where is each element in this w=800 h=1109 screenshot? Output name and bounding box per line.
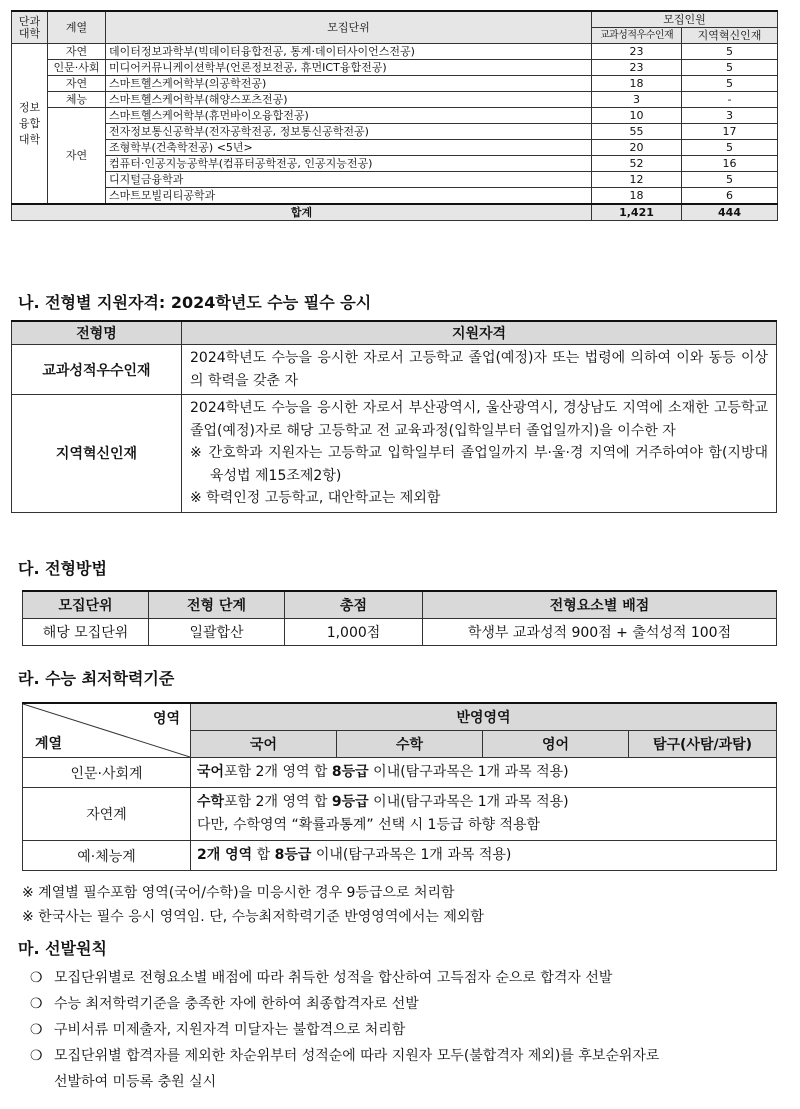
quota-b-cell: 3	[682, 108, 778, 124]
group-science: 자연계	[23, 788, 191, 841]
bullet-icon: ❍	[30, 1022, 43, 1038]
diag-bottom-label: 계열	[35, 736, 63, 752]
header-korean: 국어	[191, 731, 337, 758]
rule-bold: 9등급	[331, 794, 369, 810]
eligibility-regional	[182, 395, 777, 513]
total-b: 444	[682, 204, 778, 221]
rule-arts	[191, 841, 777, 871]
rule-bold: 8등급	[274, 847, 312, 863]
footnote-1: ※ 계열별 필수포함 영역(국어/수학)을 미응시한 경우 9등급으로 처리함	[22, 885, 455, 901]
list-item-continuation: 선발하여 미등록 충원 실시	[54, 1074, 217, 1090]
table-row	[23, 619, 777, 646]
note-nursing: ※ 간호학과 지원자는 고등학교 입학일부터 졸업일까지 부·울·경 지역에 거주하여야 함(지방대육성법 제15조제2항)	[190, 445, 768, 484]
note-exclusion: ※ 학력인정 고등학교, 대안학교는 제외함	[190, 490, 441, 506]
header-math: 수학	[337, 731, 483, 758]
table-row	[12, 108, 778, 124]
section-heading-ra: 라. 수능 최저학력기준	[18, 669, 175, 688]
section-heading-na: 나. 전형별 지원자격: 2024학년도 수능 필수 응시	[18, 293, 372, 312]
method-stage: 일괄합산	[149, 619, 285, 646]
unit-cell: 스마트헬스케어학부(의공학전공)	[106, 76, 592, 92]
total-row	[12, 204, 778, 221]
unit-cell: 스마트헬스케어학부(휴먼바이오융합전공)	[106, 108, 592, 124]
quota-a-cell: 20	[592, 140, 682, 156]
quota-b-cell: 5	[682, 44, 778, 60]
header-field: 계열	[48, 11, 106, 44]
field-cell: 체능	[48, 92, 106, 108]
header-english: 영어	[483, 731, 629, 758]
unit-cell: 조형학부(건축학전공) <5년>	[106, 140, 592, 156]
header-type: 전형명	[12, 321, 182, 345]
table-row	[12, 188, 778, 205]
header-unit: 모집단위	[106, 11, 592, 44]
quota-a-cell: 55	[592, 124, 682, 140]
rule-humanities	[191, 758, 777, 788]
unit-cell: 컴퓨터·인공지능공학부(컴퓨터공학전공, 인공지능전공)	[106, 156, 592, 172]
quota-a-cell: 10	[592, 108, 682, 124]
rule-text: 포함 2개 영역 합	[224, 764, 332, 780]
header-reflect: 반영영역	[191, 703, 777, 731]
table-row	[23, 788, 777, 841]
method-table	[22, 590, 777, 646]
field-cell: 자연	[48, 44, 106, 60]
diagonal-header	[23, 703, 191, 758]
rule-science	[191, 788, 777, 841]
eligibility-regional-text: 2024학년도 수능을 응시한 자로서 부산광역시, 울산광역시, 경상남도 지역에 소재한 고등학교 졸업(예정)자로 해당 고등학교 전 교육과정(입학일부터 졸업일까지)을 이수한 자	[190, 400, 768, 439]
method-unit: 해당 모집단위	[23, 619, 149, 646]
table-row	[23, 758, 777, 788]
list-item-text: 구비서류 미제출자, 지원자격 미달자는 불합격으로 처리함	[54, 1022, 406, 1038]
type-regional: 지역혁신인재	[12, 395, 182, 513]
list-item-text: 모집단위별 합격자를 제외한 차순위부터 성적순에 따라 지원자 모두(불합격자 제외)를 후보순위자로	[54, 1048, 660, 1064]
table-row	[12, 76, 778, 92]
list-item	[30, 966, 612, 990]
rule-science-note: 다만, 수학영역 “확률과통계” 선택 시 1등급 하향 적용함	[197, 817, 541, 833]
quota-b-cell: 5	[682, 140, 778, 156]
field-cell: 자연	[48, 108, 106, 205]
list-item	[30, 1044, 659, 1068]
quota-a-cell: 23	[592, 60, 682, 76]
section-heading-da: 다. 전형방법	[18, 559, 107, 578]
header-unit: 모집단위	[23, 591, 149, 619]
header-total: 총점	[285, 591, 423, 619]
header-allocation: 전형요소별 배점	[423, 591, 777, 619]
group-humanities: 인문·사회계	[23, 758, 191, 788]
table-row	[12, 60, 778, 76]
quota-b-cell: 5	[682, 172, 778, 188]
rule-text: 합	[252, 847, 275, 863]
list-item	[30, 992, 419, 1016]
header-eligibility: 지원자격	[182, 321, 777, 345]
header-inquiry: 탐구(사탐/과탐)	[629, 731, 777, 758]
table-row	[12, 345, 777, 395]
quota-a-cell: 23	[592, 44, 682, 60]
bullet-icon: ❍	[30, 1048, 43, 1064]
table-row	[12, 156, 778, 172]
section-heading-ma: 마. 선발원칙	[18, 939, 107, 958]
unit-cell: 전자정보통신공학부(전자공학전공, 정보통신공학전공)	[106, 124, 592, 140]
quota-b-cell: 5	[682, 60, 778, 76]
rule-bold: 국어	[197, 764, 225, 780]
table-row	[12, 92, 778, 108]
quota-b-cell: 5	[682, 76, 778, 92]
table-row	[12, 124, 778, 140]
table-row	[12, 140, 778, 156]
rule-text: 포함 2개 영역 합	[224, 794, 332, 810]
quota-a-cell: 18	[592, 188, 682, 205]
rule-bold: 8등급	[331, 764, 369, 780]
group-arts: 예·체능계	[23, 841, 191, 871]
bullet-icon: ❍	[30, 996, 43, 1012]
field-cell: 자연	[48, 76, 106, 92]
header-quota-excellent: 교과성적우수인재	[592, 28, 682, 44]
header-stage: 전형 단계	[149, 591, 285, 619]
table-row	[23, 841, 777, 871]
rule-text: 이내(탐구과목은 1개 과목 적용)	[311, 847, 512, 863]
total-label: 합계	[12, 204, 592, 221]
total-a: 1,421	[592, 204, 682, 221]
footnote-2: ※ 한국사는 필수 응시 영역임. 단, 수능최저학력기준 반영영역에서는 제외함	[22, 909, 484, 925]
table-row	[12, 172, 778, 188]
header-quota: 모집인원	[592, 11, 778, 28]
unit-cell: 미디어커뮤니케이션학부(언론정보전공, 휴먼ICT융합전공)	[106, 60, 592, 76]
quota-b-cell: -	[682, 92, 778, 108]
eligibility-table	[11, 320, 777, 513]
list-item-text: 모집단위별로 전형요소별 배점에 따라 취득한 성적을 합산하여 고득점자 순으로 합격자 선발	[54, 970, 613, 986]
table-row	[12, 44, 778, 60]
quota-b-cell: 16	[682, 156, 778, 172]
rule-text: 이내(탐구과목은 1개 과목 적용)	[368, 764, 569, 780]
header-college: 단과 대학	[12, 11, 48, 44]
table-row	[12, 395, 777, 513]
header-quota-regional: 지역혁신인재	[682, 28, 778, 44]
rule-bold: 수학	[197, 794, 225, 810]
field-cell: 인문·사회	[48, 60, 106, 76]
quota-b-cell: 6	[682, 188, 778, 205]
rule-text: 이내(탐구과목은 1개 과목 적용)	[368, 794, 569, 810]
quota-a-cell: 12	[592, 172, 682, 188]
unit-cell: 데이터정보과학부(빅데이터융합전공, 통계·데이터사이언스전공)	[106, 44, 592, 60]
eligibility-excellent: 2024학년도 수능을 응시한 자로서 고등학교 졸업(예정)자 또는 법령에 의하여 이와 동등 이상의 학력을 갖춘 자	[182, 345, 777, 395]
unit-cell: 스마트헬스케어학부(해양스포츠전공)	[106, 92, 592, 108]
list-item-text: 수능 최저학력기준을 충족한 자에 한하여 최종합격자로 선발	[54, 996, 419, 1012]
list-item	[30, 1018, 405, 1042]
rule-bold: 2개 영역	[197, 847, 253, 863]
bullet-icon: ❍	[30, 970, 43, 986]
quota-a-cell: 18	[592, 76, 682, 92]
minimum-standard-table	[22, 702, 777, 871]
diag-top-label: 영역	[152, 711, 180, 727]
method-total: 1,000점	[285, 619, 423, 646]
college-cell: 정보 융합 대학	[12, 44, 48, 205]
quota-a-cell: 52	[592, 156, 682, 172]
quota-b-cell: 17	[682, 124, 778, 140]
quota-table	[11, 10, 778, 221]
unit-cell: 디지털금융학과	[106, 172, 592, 188]
method-allocation: 학생부 교과성적 900점 + 출석성적 100점	[423, 619, 777, 646]
type-excellent: 교과성적우수인재	[12, 345, 182, 395]
unit-cell: 스마트모빌리티공학과	[106, 188, 592, 205]
quota-a-cell: 3	[592, 92, 682, 108]
